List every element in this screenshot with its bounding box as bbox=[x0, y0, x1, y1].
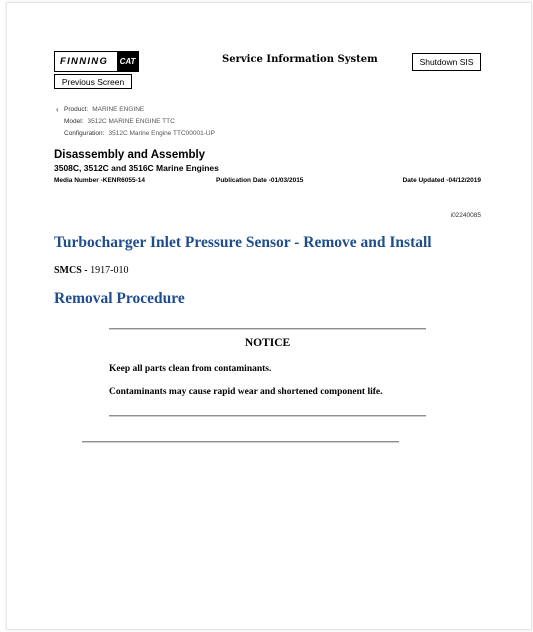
article-title: Turbocharger Inlet Pressure Sensor - Remove and Install bbox=[54, 234, 432, 251]
publication-date: Publication Date -01/03/2015 bbox=[216, 177, 304, 184]
product-label: Product: bbox=[64, 105, 89, 113]
breadcrumb-product[interactable] bbox=[56, 103, 215, 115]
configuration-label: Configuration: bbox=[64, 129, 105, 137]
date-updated: Date Updated -04/12/2019 bbox=[402, 177, 481, 184]
breadcrumb-model[interactable] bbox=[56, 115, 215, 127]
section-title: Removal Procedure bbox=[54, 290, 185, 307]
document-subtitle: 3508C, 3512C and 3516C Marine Engines bbox=[54, 163, 219, 173]
notice-title: NOTICE bbox=[244, 337, 291, 349]
notice-top-divider bbox=[109, 328, 426, 330]
chevron-left-icon: ‹ bbox=[56, 104, 59, 114]
notice-line-1: Keep all parts clean from contaminants. bbox=[109, 364, 272, 374]
media-number: Media Number -KENR6055-14 bbox=[54, 177, 146, 184]
shutdown-sis-button[interactable]: Shutdown SIS bbox=[412, 53, 481, 71]
logo-text: FINNING bbox=[60, 56, 109, 67]
product-value: MARINE ENGINE bbox=[92, 105, 145, 113]
configuration-value: 3512C Marine Engine TTC00001-UP bbox=[108, 129, 215, 137]
breadcrumb bbox=[56, 103, 215, 139]
smcs-value: 1917-010 bbox=[90, 265, 129, 276]
previous-screen-button[interactable]: Previous Screen bbox=[54, 74, 132, 89]
model-value: 3512C MARINE ENGINE TTC bbox=[87, 117, 175, 125]
smcs-code bbox=[54, 265, 128, 276]
finning-cat-logo bbox=[54, 51, 139, 72]
model-label: Model: bbox=[64, 117, 84, 125]
section-divider bbox=[82, 441, 399, 443]
smcs-label: SMCS - bbox=[54, 265, 88, 276]
notice-bottom-divider bbox=[109, 415, 426, 417]
system-title: Service Information System bbox=[222, 54, 378, 65]
document-id: i02240085 bbox=[450, 212, 481, 219]
document-page bbox=[6, 2, 532, 630]
breadcrumb-configuration[interactable] bbox=[56, 127, 215, 139]
notice-line-2: Contaminants may cause rapid wear and shortened component life. bbox=[109, 387, 383, 397]
cat-badge: CAT bbox=[117, 52, 138, 71]
document-title: Disassembly and Assembly bbox=[54, 149, 206, 161]
